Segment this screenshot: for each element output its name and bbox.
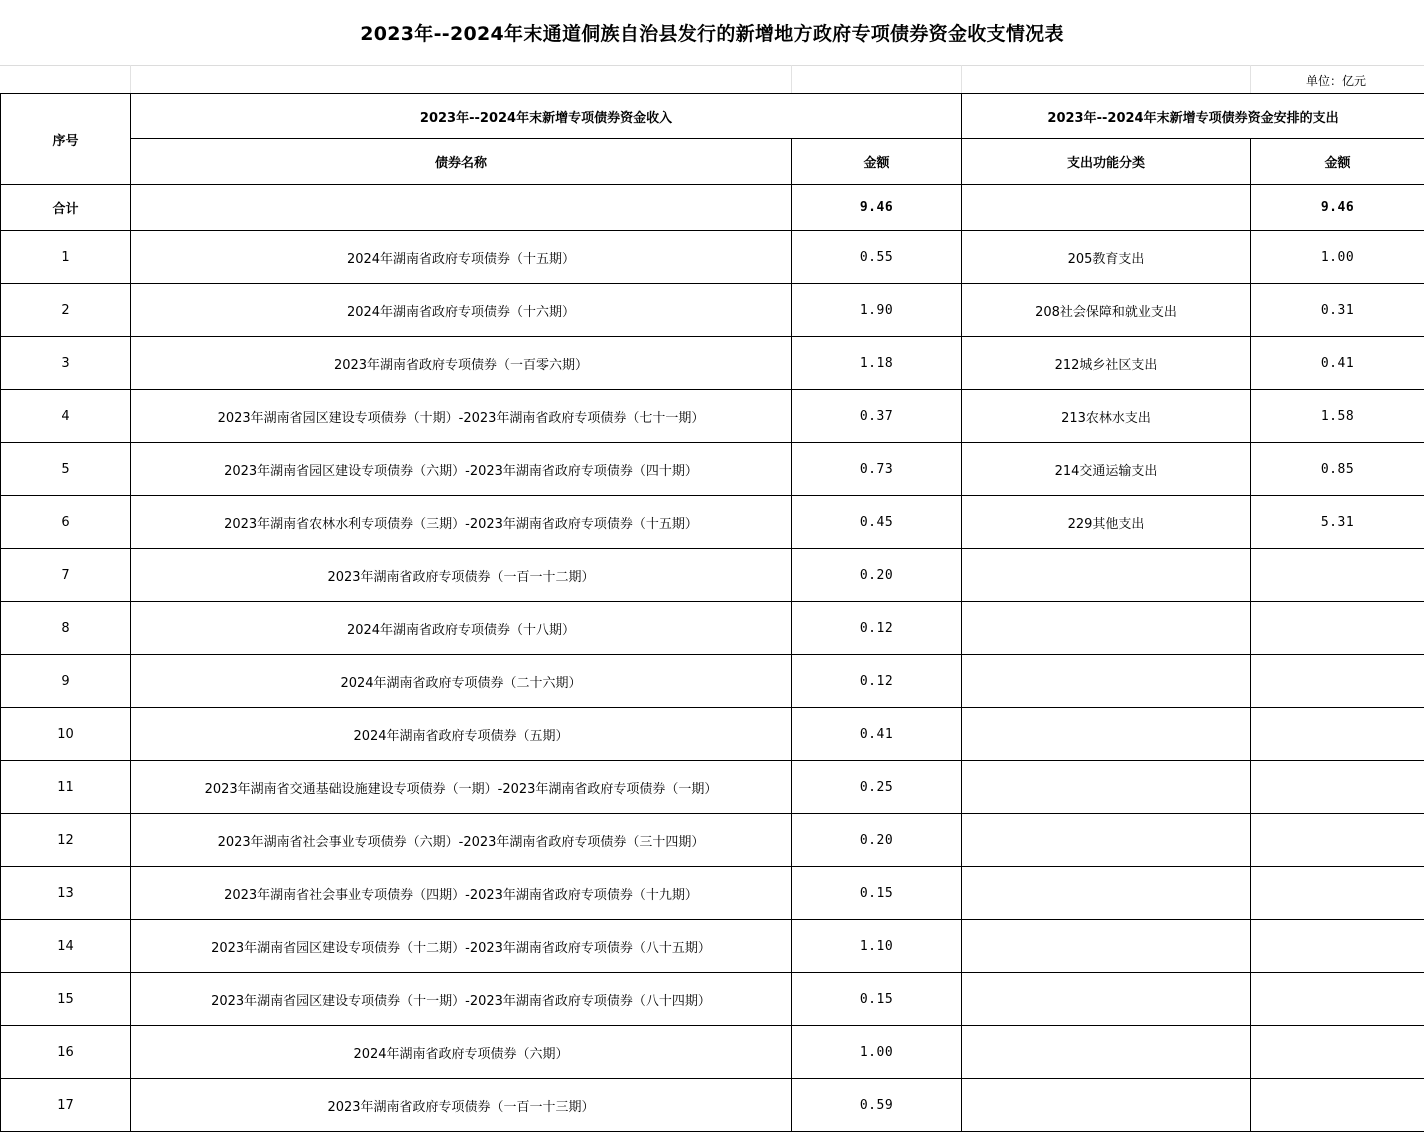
- table-row: [1, 708, 1424, 761]
- gridline: [1250, 65, 1251, 93]
- cell-income-amount[interactable]: 0.37: [792, 390, 962, 443]
- cell-income-amount[interactable]: 0.55: [792, 231, 962, 284]
- cell-expense-amount[interactable]: [1251, 549, 1424, 602]
- cell-expense-amount[interactable]: [1251, 602, 1424, 655]
- cell-seq[interactable]: 10: [1, 708, 131, 761]
- cell-seq[interactable]: 11: [1, 761, 131, 814]
- cell-income-amount[interactable]: 1.18: [792, 337, 962, 390]
- cell-expense-category[interactable]: 205教育支出: [962, 231, 1251, 284]
- cell-seq[interactable]: 7: [1, 549, 131, 602]
- table-row: [1, 1079, 1424, 1132]
- cell-income-amount[interactable]: 0.15: [792, 867, 962, 920]
- cell-expense-amount[interactable]: 1.00: [1251, 231, 1424, 284]
- cell-seq[interactable]: 12: [1, 814, 131, 867]
- cell-seq[interactable]: 5: [1, 443, 131, 496]
- cell-expense-category[interactable]: [962, 920, 1251, 973]
- cell-expense-category[interactable]: 214交通运输支出: [962, 443, 1251, 496]
- cell-bond-name[interactable]: 2024年湖南省政府专项债券（五期）: [131, 708, 792, 761]
- cell-expense-amount[interactable]: [1251, 1079, 1424, 1132]
- header-income-group[interactable]: 2023年--2024年末新增专项债券资金收入: [131, 94, 962, 139]
- income-expense-table: [0, 93, 1424, 1132]
- header-bond-name[interactable]: 债券名称: [131, 139, 792, 185]
- cell-bond-name[interactable]: 2023年湖南省政府专项债券（一百零六期）: [131, 337, 792, 390]
- total-label[interactable]: 合计: [1, 185, 131, 231]
- table-row: [1, 337, 1424, 390]
- header-income-amount[interactable]: 金额: [792, 139, 962, 185]
- cell-expense-amount[interactable]: [1251, 761, 1424, 814]
- cell-seq[interactable]: 16: [1, 1026, 131, 1079]
- cell-bond-name[interactable]: 2024年湖南省政府专项债券（十六期）: [131, 284, 792, 337]
- header-expense-amount[interactable]: 金额: [1251, 139, 1424, 185]
- cell-seq[interactable]: 8: [1, 602, 131, 655]
- cell-bond-name[interactable]: 2024年湖南省政府专项债券（十八期）: [131, 602, 792, 655]
- cell-expense-amount[interactable]: [1251, 973, 1424, 1026]
- cell-bond-name[interactable]: 2023年湖南省园区建设专项债券（十二期）-2023年湖南省政府专项债券（八十五期）: [131, 920, 792, 973]
- total-expense-amount[interactable]: 9.46: [1251, 185, 1424, 231]
- table-row: [1, 390, 1424, 443]
- cell-expense-category[interactable]: [962, 814, 1251, 867]
- cell-income-amount[interactable]: 0.45: [792, 496, 962, 549]
- table-row: [1, 549, 1424, 602]
- cell-bond-name[interactable]: 2023年湖南省园区建设专项债券（十期）-2023年湖南省政府专项债券（七十一期）: [131, 390, 792, 443]
- cell-bond-name[interactable]: 2023年湖南省农林水利专项债券（三期）-2023年湖南省政府专项债券（十五期）: [131, 496, 792, 549]
- total-row: [1, 185, 1424, 231]
- cell-seq[interactable]: 3: [1, 337, 131, 390]
- cell-income-amount[interactable]: 1.10: [792, 920, 962, 973]
- table-row: [1, 496, 1424, 549]
- cell-bond-name[interactable]: 2023年湖南省政府专项债券（一百一十二期）: [131, 549, 792, 602]
- cell-expense-amount[interactable]: 0.85: [1251, 443, 1424, 496]
- sheet-title-cell[interactable]: [0, 0, 1424, 66]
- cell-expense-category[interactable]: 229其他支出: [962, 496, 1251, 549]
- cell-seq[interactable]: 13: [1, 867, 131, 920]
- cell-income-amount[interactable]: 0.20: [792, 814, 962, 867]
- gridline: [961, 65, 962, 93]
- table-row: [1, 761, 1424, 814]
- cell-expense-category[interactable]: 212城乡社区支出: [962, 337, 1251, 390]
- cell-expense-category[interactable]: [962, 761, 1251, 814]
- cell-expense-amount[interactable]: [1251, 867, 1424, 920]
- total-bond-name[interactable]: [131, 185, 792, 231]
- cell-expense-category[interactable]: [962, 549, 1251, 602]
- cell-expense-category[interactable]: [962, 973, 1251, 1026]
- header-expense-group[interactable]: 2023年--2024年末新增专项债券资金安排的支出: [962, 94, 1424, 139]
- cell-expense-category[interactable]: [962, 867, 1251, 920]
- cell-expense-category[interactable]: 213农林水支出: [962, 390, 1251, 443]
- table-row: [1, 443, 1424, 496]
- cell-expense-category[interactable]: [962, 708, 1251, 761]
- cell-income-amount[interactable]: 1.00: [792, 1026, 962, 1079]
- cell-expense-amount[interactable]: 0.31: [1251, 284, 1424, 337]
- cell-bond-name[interactable]: 2023年湖南省政府专项债券（一百一十三期）: [131, 1079, 792, 1132]
- cell-income-amount[interactable]: 0.25: [792, 761, 962, 814]
- cell-seq[interactable]: 6: [1, 496, 131, 549]
- cell-expense-category[interactable]: [962, 655, 1251, 708]
- cell-expense-amount[interactable]: 0.41: [1251, 337, 1424, 390]
- cell-bond-name[interactable]: 2024年湖南省政府专项债券（二十六期）: [131, 655, 792, 708]
- header-row-1: [1, 94, 1424, 139]
- cell-bond-name[interactable]: 2023年湖南省交通基础设施建设专项债券（一期）-2023年湖南省政府专项债券（一期）: [131, 761, 792, 814]
- cell-bond-name[interactable]: 2023年湖南省社会事业专项债券（六期）-2023年湖南省政府专项债券（三十四期）: [131, 814, 792, 867]
- cell-income-amount[interactable]: 1.90: [792, 284, 962, 337]
- gridline: [791, 65, 792, 93]
- cell-expense-category[interactable]: [962, 1026, 1251, 1079]
- total-income-amount[interactable]: 9.46: [792, 185, 962, 231]
- cell-seq[interactable]: 4: [1, 390, 131, 443]
- gridline: [130, 65, 131, 93]
- header-row-2: [1, 139, 1424, 185]
- cell-expense-amount[interactable]: [1251, 920, 1424, 973]
- cell-expense-category[interactable]: [962, 1079, 1251, 1132]
- table-row: [1, 602, 1424, 655]
- cell-seq[interactable]: 15: [1, 973, 131, 1026]
- table-row: [1, 1026, 1424, 1079]
- cell-expense-category[interactable]: [962, 602, 1251, 655]
- cell-expense-amount[interactable]: [1251, 708, 1424, 761]
- cell-income-amount[interactable]: 0.15: [792, 973, 962, 1026]
- cell-income-amount[interactable]: 0.12: [792, 655, 962, 708]
- cell-expense-amount[interactable]: 1.58: [1251, 390, 1424, 443]
- cell-bond-name[interactable]: 2024年湖南省政府专项债券（十五期）: [131, 231, 792, 284]
- cell-expense-amount[interactable]: [1251, 1026, 1424, 1079]
- sheet-title: 2023年--2024年末通道侗族自治县发行的新增地方政府专项债券资金收支情况表: [360, 23, 1064, 45]
- cell-seq[interactable]: 2: [1, 284, 131, 337]
- table-row: [1, 655, 1424, 708]
- cell-expense-category[interactable]: 208社会保障和就业支出: [962, 284, 1251, 337]
- cell-bond-name[interactable]: 2023年湖南省园区建设专项债券（六期）-2023年湖南省政府专项债券（四十期）: [131, 443, 792, 496]
- cell-seq[interactable]: 14: [1, 920, 131, 973]
- table-row: [1, 231, 1424, 284]
- cell-expense-amount[interactable]: [1251, 655, 1424, 708]
- unit-row: [0, 65, 1424, 93]
- unit-label: 单位：亿元: [1305, 74, 1366, 88]
- table-row: [1, 973, 1424, 1026]
- cell-bond-name[interactable]: 2023年湖南省社会事业专项债券（四期）-2023年湖南省政府专项债券（十九期）: [131, 867, 792, 920]
- cell-seq[interactable]: 1: [1, 231, 131, 284]
- cell-income-amount[interactable]: 0.59: [792, 1079, 962, 1132]
- table-row: [1, 814, 1424, 867]
- cell-expense-amount[interactable]: 5.31: [1251, 496, 1424, 549]
- cell-seq[interactable]: 9: [1, 655, 131, 708]
- table-row: [1, 284, 1424, 337]
- table-row: [1, 867, 1424, 920]
- cell-income-amount[interactable]: 0.12: [792, 602, 962, 655]
- cell-income-amount[interactable]: 0.73: [792, 443, 962, 496]
- total-expense-category[interactable]: [962, 185, 1251, 231]
- cell-bond-name[interactable]: 2024年湖南省政府专项债券（六期）: [131, 1026, 792, 1079]
- table-row: [1, 920, 1424, 973]
- cell-income-amount[interactable]: 0.41: [792, 708, 962, 761]
- cell-bond-name[interactable]: 2023年湖南省园区建设专项债券（十一期）-2023年湖南省政府专项债券（八十四期）: [131, 973, 792, 1026]
- cell-expense-amount[interactable]: [1251, 814, 1424, 867]
- cell-seq[interactable]: 17: [1, 1079, 131, 1132]
- cell-income-amount[interactable]: 0.20: [792, 549, 962, 602]
- header-seq[interactable]: 序号: [1, 94, 131, 185]
- header-expense-category[interactable]: 支出功能分类: [962, 139, 1251, 185]
